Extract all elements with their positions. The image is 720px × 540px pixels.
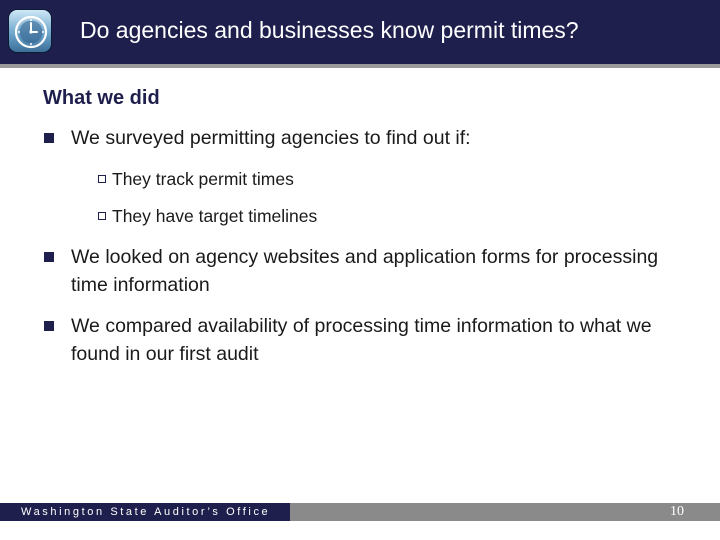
square-bullet-icon [44, 252, 54, 262]
page-number: 10 [670, 504, 684, 519]
square-bullet-icon [44, 321, 54, 331]
bullet-item [44, 312, 684, 368]
footer-bar [0, 503, 720, 521]
bullet-text: We compared availability of processing time information to what we found in our first audit [71, 315, 652, 365]
footer-organization: Washington State Auditor’s Office [21, 506, 271, 518]
section-heading: What we did [43, 87, 160, 109]
bullet-item [44, 243, 684, 299]
bullet-text: We looked on agency websites and application forms for processing time information [71, 246, 659, 296]
header-divider [0, 64, 720, 68]
header-bar [0, 0, 720, 64]
sub-bullet-text: They have target timelines [112, 206, 318, 226]
square-bullet-icon [44, 133, 54, 143]
clock-icon [8, 9, 52, 53]
bullet-text: We surveyed permitting agencies to find out if: [71, 127, 471, 149]
sub-bullet-text: They track permit times [112, 169, 294, 189]
bullet-item [44, 124, 684, 152]
slide-title: Do agencies and businesses know permit times? [80, 17, 579, 43]
footer-label-panel [0, 503, 290, 521]
